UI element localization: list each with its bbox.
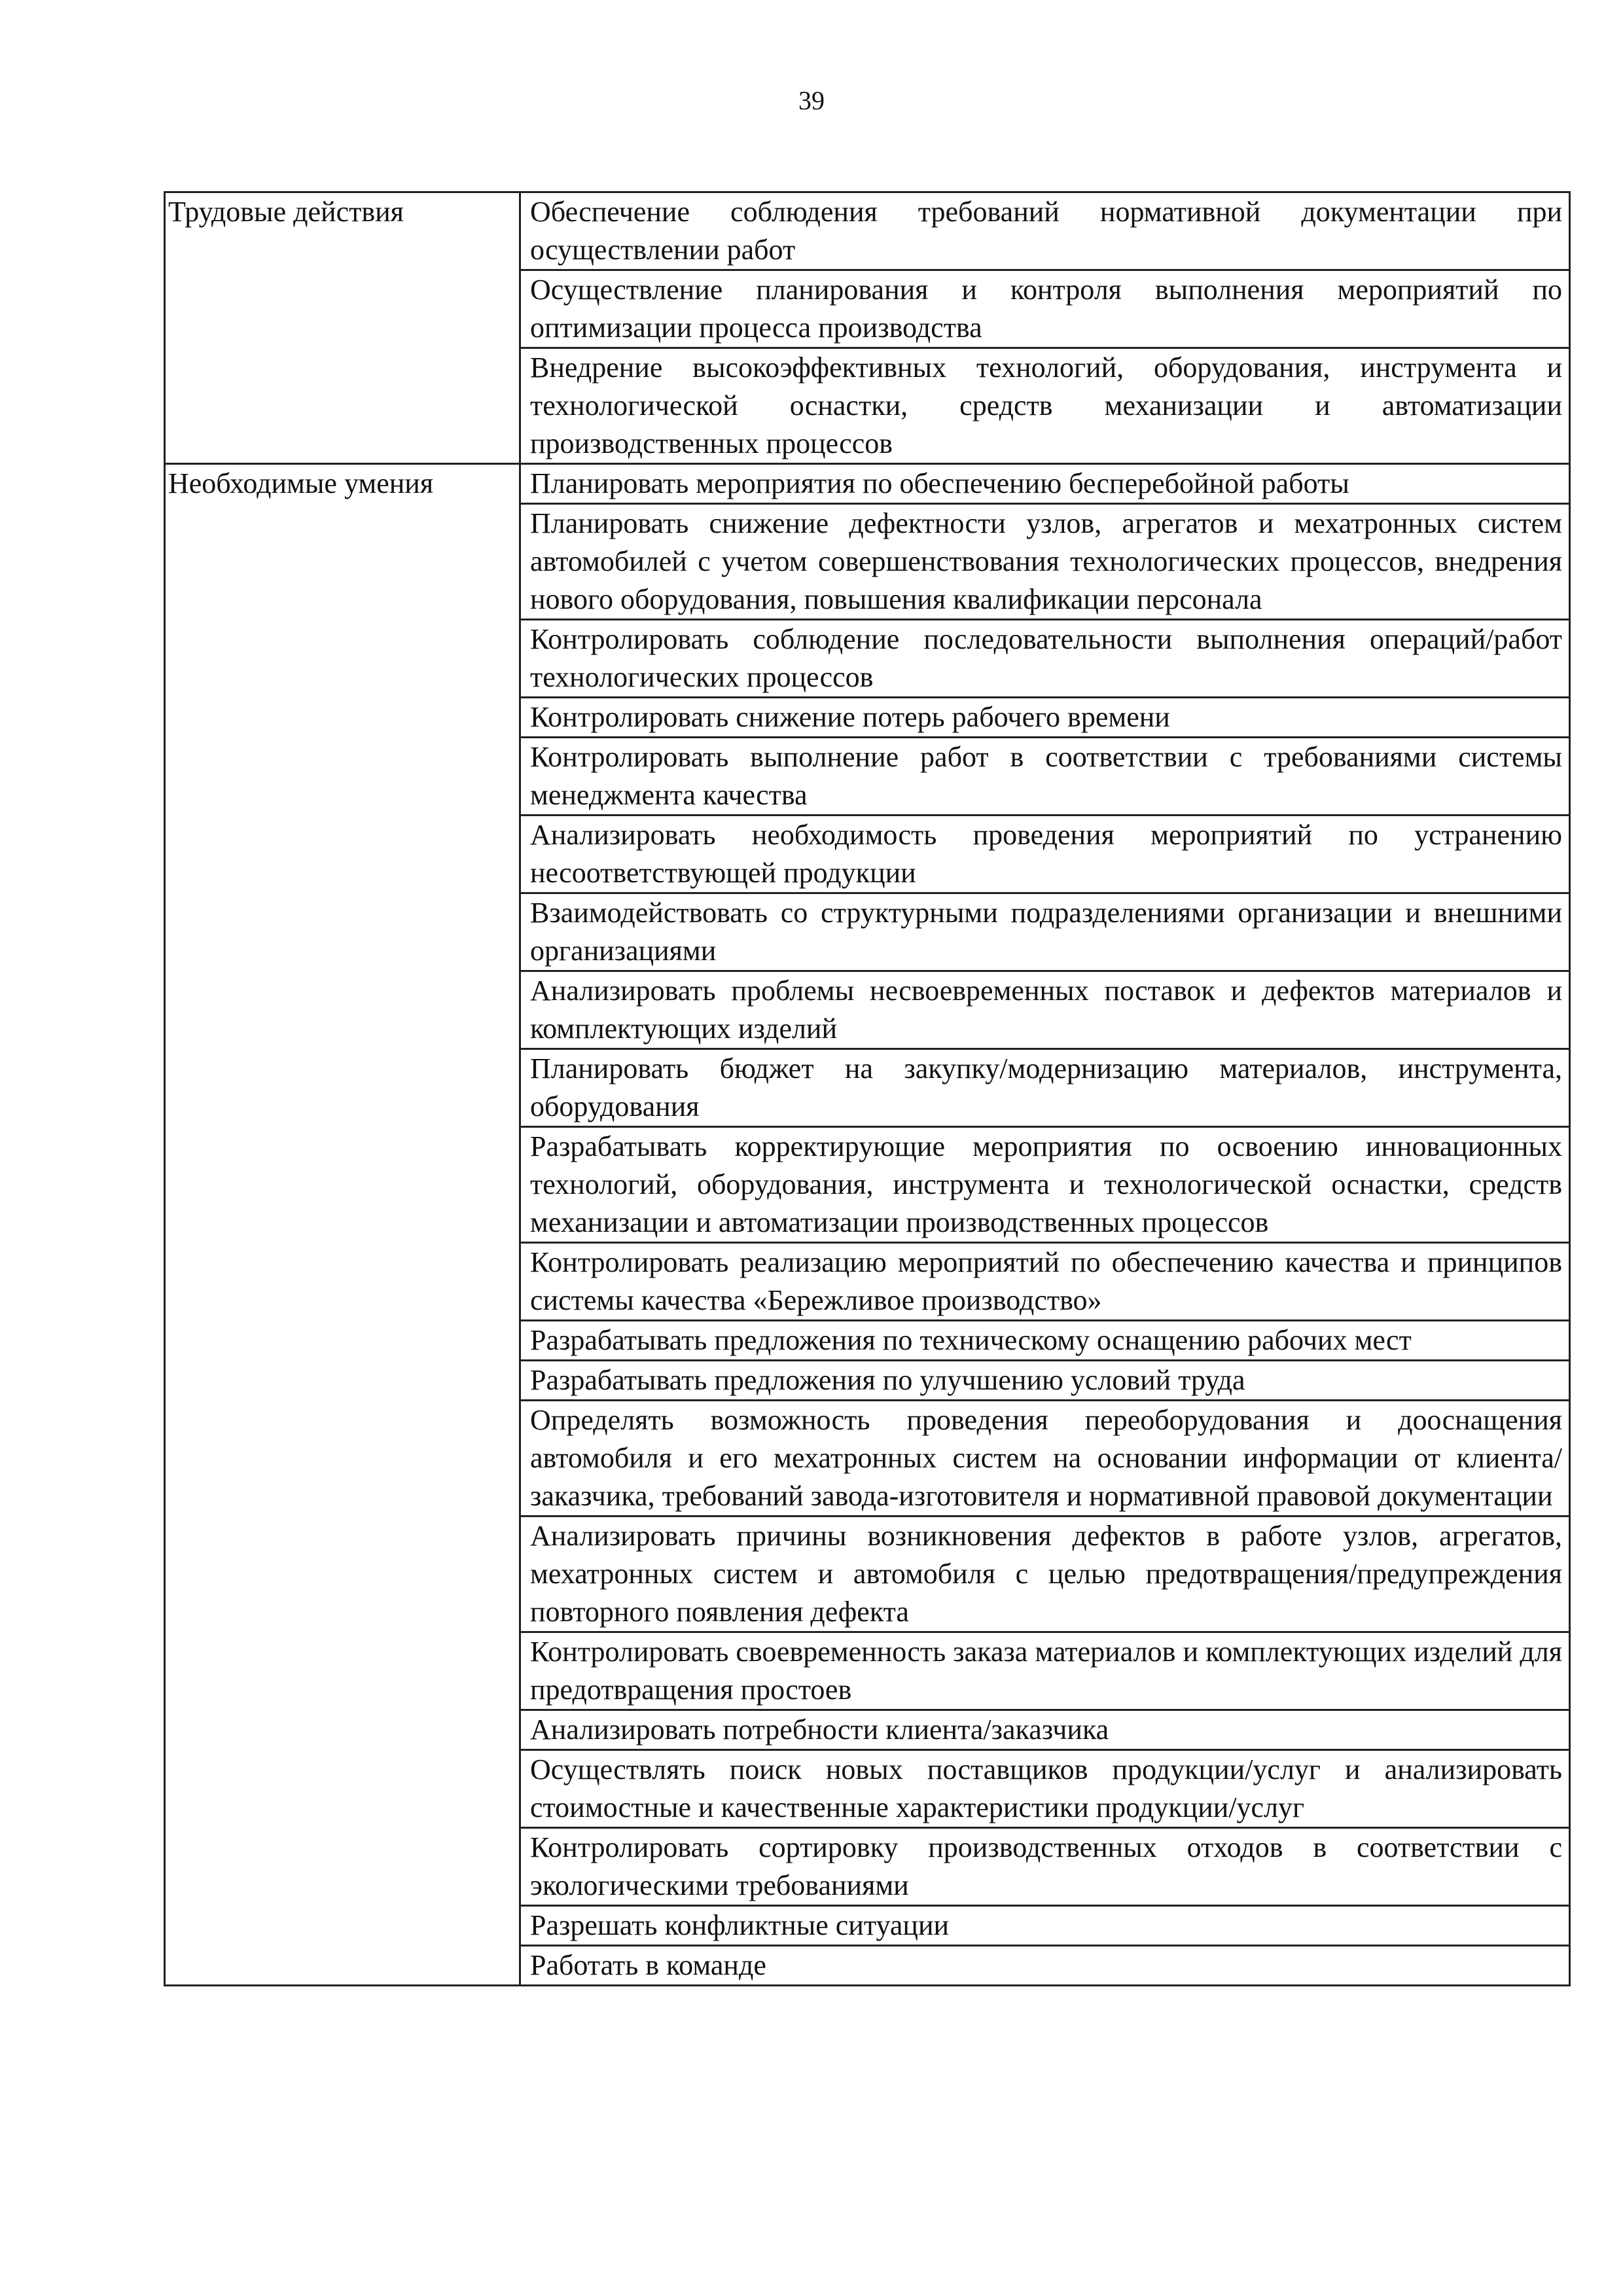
requirement-item: Осуществление планирования и контроля выполнения мероприятий по оптимизации процесса производства — [520, 270, 1570, 348]
section-label: Необходимые умения — [165, 464, 520, 1986]
requirement-item: Разрабатывать предложения по техническому оснащению рабочих мест — [520, 1321, 1570, 1361]
table-row — [165, 192, 1570, 270]
requirement-item: Анализировать причины возникновения дефектов в работе узлов, агрегатов, мехатронных систем и автомобиля с целью предотвращения/предупреждения повторного появления дефекта — [520, 1516, 1570, 1632]
requirement-item: Обеспечение соблюдения требований нормативной документации при осуществлении работ — [520, 192, 1570, 270]
page-number: 39 — [798, 86, 825, 115]
requirement-item: Анализировать потребности клиента/заказчика — [520, 1710, 1570, 1750]
requirement-item: Разрешать конфликтные ситуации — [520, 1906, 1570, 1946]
requirement-item: Разрабатывать предложения по улучшению условий труда — [520, 1361, 1570, 1401]
section-label: Трудовые действия — [165, 192, 520, 464]
requirement-item: Работать в команде — [520, 1946, 1570, 1986]
table-row — [165, 464, 1570, 504]
requirement-item: Контролировать выполнение работ в соответствии с требованиями системы менеджмента качества — [520, 738, 1570, 816]
requirement-item: Определять возможность проведения переоборудования и дооснащения автомобиля и его мехатронных систем на основании информации от клиента/заказчика, требований завода-изготовителя и нормативной правовой документации — [520, 1401, 1570, 1516]
requirement-item: Контролировать снижение потерь рабочего времени — [520, 698, 1570, 738]
requirement-item: Планировать снижение дефектности узлов, агрегатов и мехатронных систем автомобилей с учетом совершенствования технологических процессов, внедрения нового оборудования, повышения квалификации персонала — [520, 504, 1570, 620]
requirement-item: Взаимодействовать со структурными подразделениями организации и внешними организациями — [520, 893, 1570, 971]
requirement-item: Контролировать своевременность заказа материалов и комплектующих изделий для предотвращения простоев — [520, 1632, 1570, 1710]
requirement-item: Анализировать необходимость проведения мероприятий по устранению несоответствующей продукции — [520, 816, 1570, 893]
requirement-item: Разрабатывать корректирующие мероприятия по освоению инновационных технологий, оборудования, инструмента и технологической оснастки, средств механизации и автоматизации производственных процессов — [520, 1127, 1570, 1243]
requirement-item: Осуществлять поиск новых поставщиков продукции/услуг и анализировать стоимостные и качественные характеристики продукции/услуг — [520, 1750, 1570, 1828]
requirements-table — [164, 191, 1571, 1986]
requirement-item: Планировать мероприятия по обеспечению бесперебойной работы — [520, 464, 1570, 504]
requirement-item: Контролировать соблюдение последовательности выполнения операций/работ технологических процессов — [520, 620, 1570, 698]
requirement-item: Внедрение высокоэффективных технологий, оборудования, инструмента и технологической оснастки, средств механизации и автоматизации производственных процессов — [520, 348, 1570, 464]
requirement-item: Анализировать проблемы несвоевременных поставок и дефектов материалов и комплектующих изделий — [520, 971, 1570, 1049]
requirement-item: Контролировать реализацию мероприятий по обеспечению качества и принципов системы качества «Бережливое производство» — [520, 1243, 1570, 1321]
table-body — [165, 192, 1570, 1986]
requirement-item: Контролировать сортировку производственных отходов в соответствии с экологическими требованиями — [520, 1828, 1570, 1906]
requirement-item: Планировать бюджет на закупку/модернизацию материалов, инструмента, оборудования — [520, 1049, 1570, 1127]
